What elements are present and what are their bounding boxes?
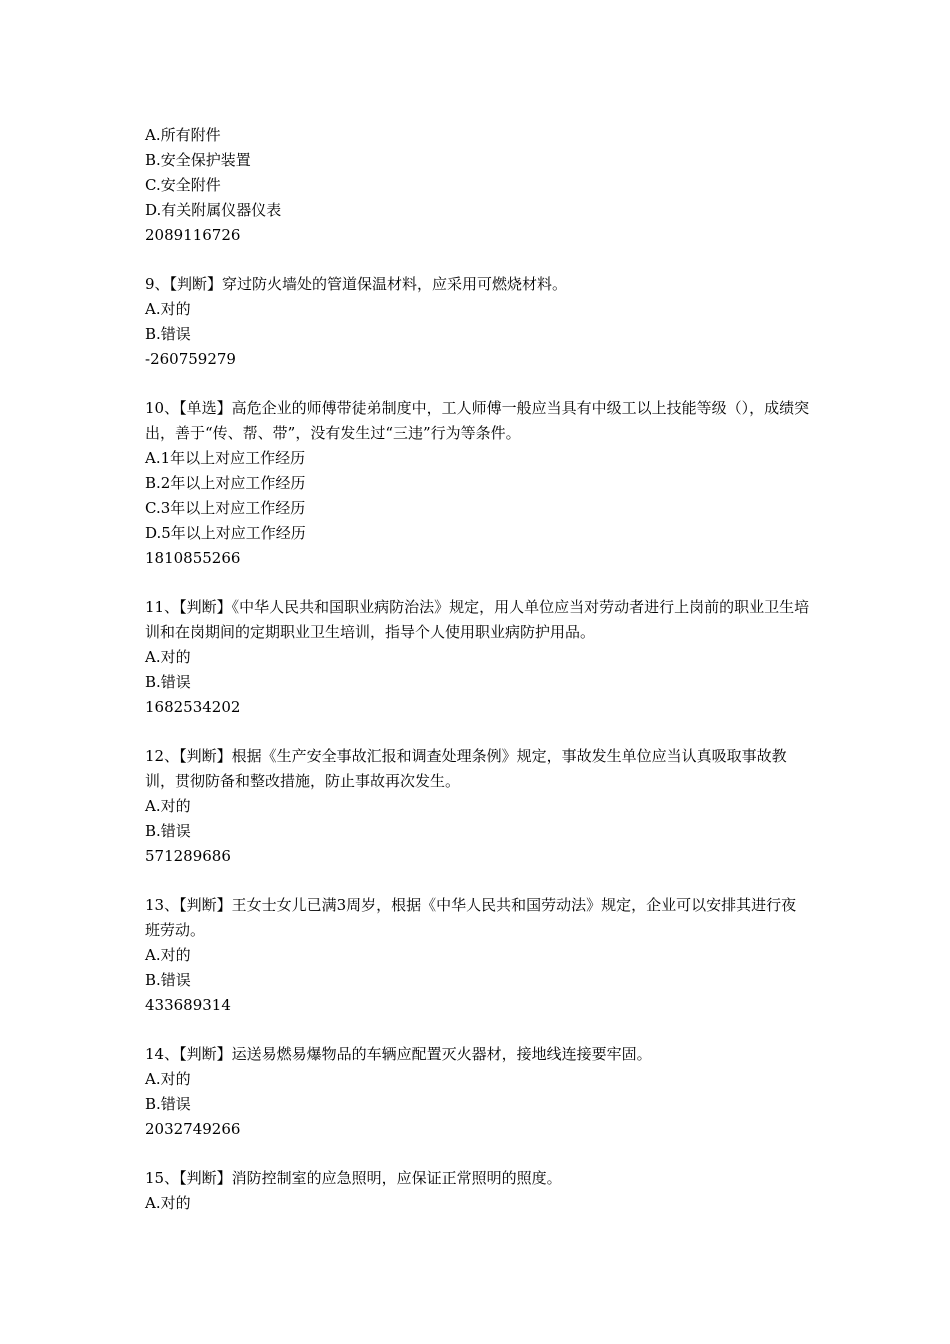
option-a: A.1年以上对应工作经历 <box>145 449 306 467</box>
option-b: B.错误 <box>145 325 191 343</box>
question-title: 10、【单选】高危企业的师傅带徒弟制度中，工人师傅一般应当具有中级工以上技能等级（），成绩突出，善于“传、帮、带”，没有发生过“三违”行为等条件。 <box>145 399 810 442</box>
option-b: B.安全保护装置 <box>145 151 251 169</box>
question-code: 1810855266 <box>145 549 241 567</box>
question-14-block <box>145 1042 810 1142</box>
question-title: 15、【判断】消防控制室的应急照明，应保证正常照明的照度。 <box>145 1169 562 1187</box>
option-a: A.对的 <box>145 1070 191 1088</box>
question-11-block <box>145 595 810 720</box>
question-title: 13、【判断】王女士女儿已满3周岁，根据《中华人民共和国劳动法》规定，企业可以安排其进行夜班劳动。 <box>145 896 797 939</box>
question-title: 11、【判断】《中华人民共和国职业病防治法》规定，用人单位应当对劳动者进行上岗前的职业卫生培训和在岗期间的定期职业卫生培训，指导个人使用职业病防护用品。 <box>145 598 810 641</box>
option-b: B.错误 <box>145 1095 191 1113</box>
option-a: A.对的 <box>145 946 191 964</box>
option-a: A.所有附件 <box>145 126 221 144</box>
question-12-block <box>145 744 810 869</box>
option-d: D.5年以上对应工作经历 <box>145 524 306 542</box>
option-a: A.对的 <box>145 1194 191 1212</box>
question-8-block <box>145 123 810 248</box>
option-a: A.对的 <box>145 648 191 666</box>
question-code: 2032749266 <box>145 1120 241 1138</box>
question-code: 433689314 <box>145 996 231 1014</box>
option-b: B.错误 <box>145 971 191 989</box>
document-content <box>145 123 810 1216</box>
option-a: A.对的 <box>145 797 191 815</box>
question-title: 12、【判断】根据《生产安全事故汇报和调查处理条例》规定，事故发生单位应当认真吸取事故教训，贯彻防备和整改措施，防止事故再次发生。 <box>145 747 787 790</box>
option-b: B.错误 <box>145 673 191 691</box>
question-9-block <box>145 272 810 372</box>
option-c: C.3年以上对应工作经历 <box>145 499 306 517</box>
option-b: B.2年以上对应工作经历 <box>145 474 306 492</box>
question-code: -260759279 <box>145 350 236 368</box>
question-code: 571289686 <box>145 847 231 865</box>
question-10-block <box>145 396 810 571</box>
option-c: C.安全附件 <box>145 176 221 194</box>
question-15-block <box>145 1166 810 1216</box>
option-a: A.对的 <box>145 300 191 318</box>
question-code: 1682534202 <box>145 698 241 716</box>
question-13-block <box>145 893 810 1018</box>
question-title: 9、【判断】穿过防火墙处的管道保温材料，应采用可燃烧材料。 <box>145 275 568 293</box>
question-title: 14、【判断】运送易燃易爆物品的车辆应配置灭火器材，接地线连接要牢固。 <box>145 1045 652 1063</box>
option-d: D.有关附属仪器仪表 <box>145 201 282 219</box>
question-code: 2089116726 <box>145 226 241 244</box>
option-b: B.错误 <box>145 822 191 840</box>
